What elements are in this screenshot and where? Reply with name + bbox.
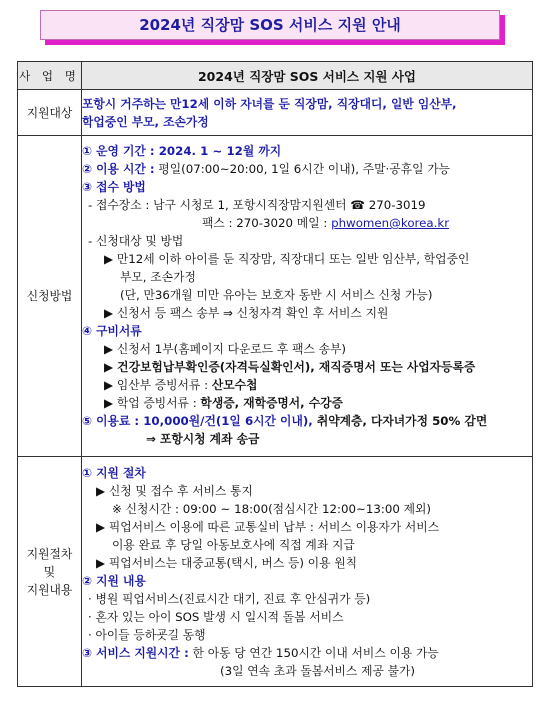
procedure-label-1: 지원절차 xyxy=(26,546,73,561)
fee-payment: ⇒ 포항시청 계좌 송금 xyxy=(146,432,260,446)
fee-heading: ⑤ 이용료 : 10,000원/건(1일 6시간 이내), xyxy=(82,414,313,428)
fee-discount: 취약계층, 다자녀가정 50% 감면 xyxy=(312,414,488,428)
target-line-2: 학업중인 부모, 조손가정 xyxy=(82,114,209,129)
apply-row xyxy=(18,136,533,457)
procedure-label-2: 및 xyxy=(43,564,56,579)
target-line-1: 포항시 거주하는 만12세 이하 자녀를 둔 직장맘, 직장대디, 일반 임산부, xyxy=(82,96,457,111)
procedure-label-3: 지원내용 xyxy=(26,582,73,597)
proc-4: 이용 완료 후 당일 아동보호사에 직접 계좌 지급 xyxy=(112,538,355,552)
target-method-4: ▶ 신청서 등 팩스 송부 ⇒ 신청자격 확인 후 서비스 지원 xyxy=(104,306,389,320)
proc-2: ※ 신청시간 : 09:00 ~ 18:00(점심시간 12:00~13:00 제외) xyxy=(112,502,432,516)
target-content xyxy=(82,90,533,136)
proc-3: ▶ 픽업서비스 이용에 따른 교통실비 납부 : 서비스 이용자가 서비스 xyxy=(96,520,440,534)
info-table xyxy=(17,61,533,687)
target-method-line: - 신청대상 및 방법 xyxy=(88,234,184,248)
period-heading: ① 운영 기간 : 2024. 1 ~ 12월 까지 xyxy=(82,144,282,158)
target-label: 지원대상 xyxy=(18,90,82,136)
fax-line xyxy=(82,214,532,232)
doc-3 xyxy=(82,376,532,394)
time-heading: ③ 서비스 지원시간 : xyxy=(82,646,189,660)
doc-1: ▶ 신청서 1부(홈페이지 다운로드 후 팩스 송부) xyxy=(104,342,347,356)
hours-heading: ② 이용 시간 : xyxy=(82,162,155,176)
doc-4-label: ▶ 학업 증빙서류 : xyxy=(104,396,201,410)
content-3: · 아이들 등하굣길 동행 xyxy=(88,628,206,642)
apply-content xyxy=(82,136,533,457)
time-note: (3일 연속 초과 돌봄서비스 제공 불가) xyxy=(220,664,416,678)
email-link[interactable]: phwomen@korea.kr xyxy=(331,216,450,230)
time-line xyxy=(82,644,532,662)
procedure-content xyxy=(82,457,533,687)
fee-line xyxy=(82,412,532,430)
doc-3-value: 산모수첩 xyxy=(211,378,258,392)
doc-4 xyxy=(82,394,532,412)
method-heading: ③ 접수 방법 xyxy=(82,180,146,194)
target-method-1: ▶ 만12세 이하 아이를 둔 직장맘, 직장대디 또는 일반 임산부, 학업중인 xyxy=(104,252,470,266)
hours-text: 평일(07:00~20:00, 1일 6시간 이내), 주말·공휴일 가능 xyxy=(154,162,451,176)
procedure-label xyxy=(18,457,82,687)
doc-2: ▶ 건강보험납부확인증(자격득실확인서), 재직증명서 또는 사업자등록증 xyxy=(104,360,476,374)
docs-heading: ④ 구비서류 xyxy=(82,324,142,338)
hours-line xyxy=(82,160,532,178)
procedure-heading: ① 지원 절차 xyxy=(82,466,146,480)
doc-4-value: 학생증, 재학증명서, 수강증 xyxy=(200,396,343,410)
procedure-row xyxy=(18,457,533,687)
doc-3-label: ▶ 임산부 증빙서류 : xyxy=(104,378,212,392)
content-heading: ② 지원 내용 xyxy=(82,574,146,588)
fax-text: 팩스 : 270-3020 메일 : xyxy=(202,216,332,230)
target-row xyxy=(18,90,533,136)
time-text: 한 아동 당 연간 150시간 이내 서비스 이용 가능 xyxy=(188,646,439,660)
target-method-2: 부모, 조손가정 xyxy=(120,270,196,284)
apply-label: 신청방법 xyxy=(18,136,82,457)
project-title: 2024년 직장맘 SOS 서비스 지원 사업 xyxy=(82,62,533,90)
content-2: · 혼자 있는 아이 SOS 발생 시 일시적 돌봄 서비스 xyxy=(88,610,344,624)
header-row xyxy=(18,62,533,90)
content-1: · 병원 픽업서비스(진료시간 대기, 진료 후 안심귀가 등) xyxy=(88,592,371,606)
proc-1: ▶ 신청 및 접수 후 서비스 통지 xyxy=(96,484,253,498)
proc-5: ▶ 픽업서비스는 대중교통(택시, 버스 등) 이용 원칙 xyxy=(96,556,358,570)
target-method-3: (단, 만36개월 미만 유아는 보호자 동반 시 서비스 신청 가능) xyxy=(120,288,433,302)
place-line: - 접수장소 : 남구 시청로 1, 포항시직장맘지원센터 ☎ 270-3019 xyxy=(88,198,426,212)
header-label: 사 업 명 xyxy=(18,62,82,90)
page-title: 2024년 직장맘 SOS 서비스 지원 안내 xyxy=(40,10,500,40)
